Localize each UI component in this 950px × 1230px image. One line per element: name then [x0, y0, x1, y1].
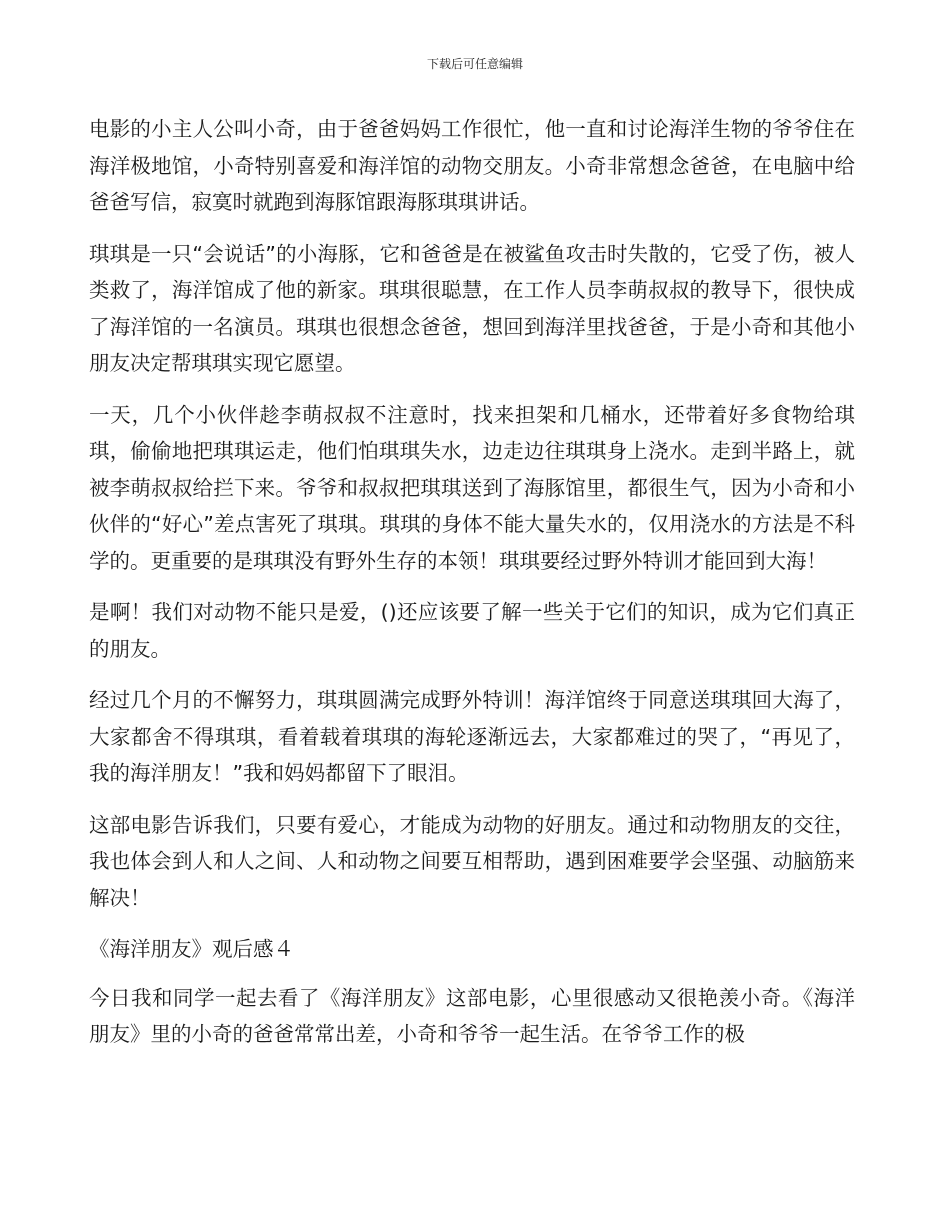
paragraph-5: 经过几个月的不懈努力，琪琪圆满完成野外特训！海洋馆终于同意送琪琪回大海了，大家都舍不得琪琪，看着载着琪琪的海轮逐渐远去，大家都难过的哭了，“再见了，我的海洋朋友！”我和妈妈都留下了眼泪。	[89, 688, 855, 785]
paragraph-6: 这部电影告诉我们，只要有爱心，才能成为动物的好朋友。通过和动物朋友的交往，我也体会到人和人之间、人和动物之间要互相帮助，遇到困难要学会坚强、动脑筋来解决！	[89, 812, 855, 910]
document-body	[89, 111, 855, 1068]
paragraph-7: 今日我和同学一起去看了《海洋朋友》这部电影，心里很感动又很艳羡小奇。《海洋朋友》里的小奇的爸爸常常出差，小奇和爷爷一起生活。在爷爷工作的极	[89, 985, 855, 1046]
paragraph-2: 琪琪是一只“会说话”的小海豚，它和爸爸是在被鲨鱼攻击时失散的，它受了伤，被人类救了，海洋馆成了他的新家。琪琪很聪慧，在工作人员李萌叔叔的教导下，很快成了海洋馆的一名演员。琪琪也很想念爸爸，想回到海洋里找爸爸，于是小奇和其他小朋友决定帮琪琪实现它愿望。	[89, 241, 855, 375]
page-header-note: 下载后可任意编辑	[426, 57, 523, 71]
paragraph-4: 是啊！我们对动物不能只是爱，()还应该要了解一些关于它们的知识，成为它们真正的朋友。	[89, 600, 855, 661]
section-heading: 《海洋朋友》观后感４	[89, 937, 294, 961]
paragraph-1: 电影的小主人公叫小奇，由于爸爸妈妈工作很忙，他一直和讨论海洋生物的爷爷住在海洋极地馆，小奇特别喜爱和海洋馆的动物交朋友。小奇非常想念爸爸，在电脑中给爸爸写信，寂寞时就跑到海豚馆跟海豚琪琪讲话。	[89, 117, 855, 214]
paragraph-3: 一天，几个小伙伴趁李萌叔叔不注意时，找来担架和几桶水，还带着好多食物给琪琪，偷偷地把琪琪运走，他们怕琪琪失水，边走边往琪琪身上浇水。走到半路上，就被李萌叔叔给拦下来。爷爷和叔叔把琪琪送到了海豚馆里，都很生气，因为小奇和小伙伴的“好心”差点害死了琪琪。琪琪的身体不能大量失水的，仅用浇水的方法是不科学的。更重要的是琪琪没有野外生存的本领！琪琪要经过野外特训才能回到大海！	[89, 402, 855, 573]
